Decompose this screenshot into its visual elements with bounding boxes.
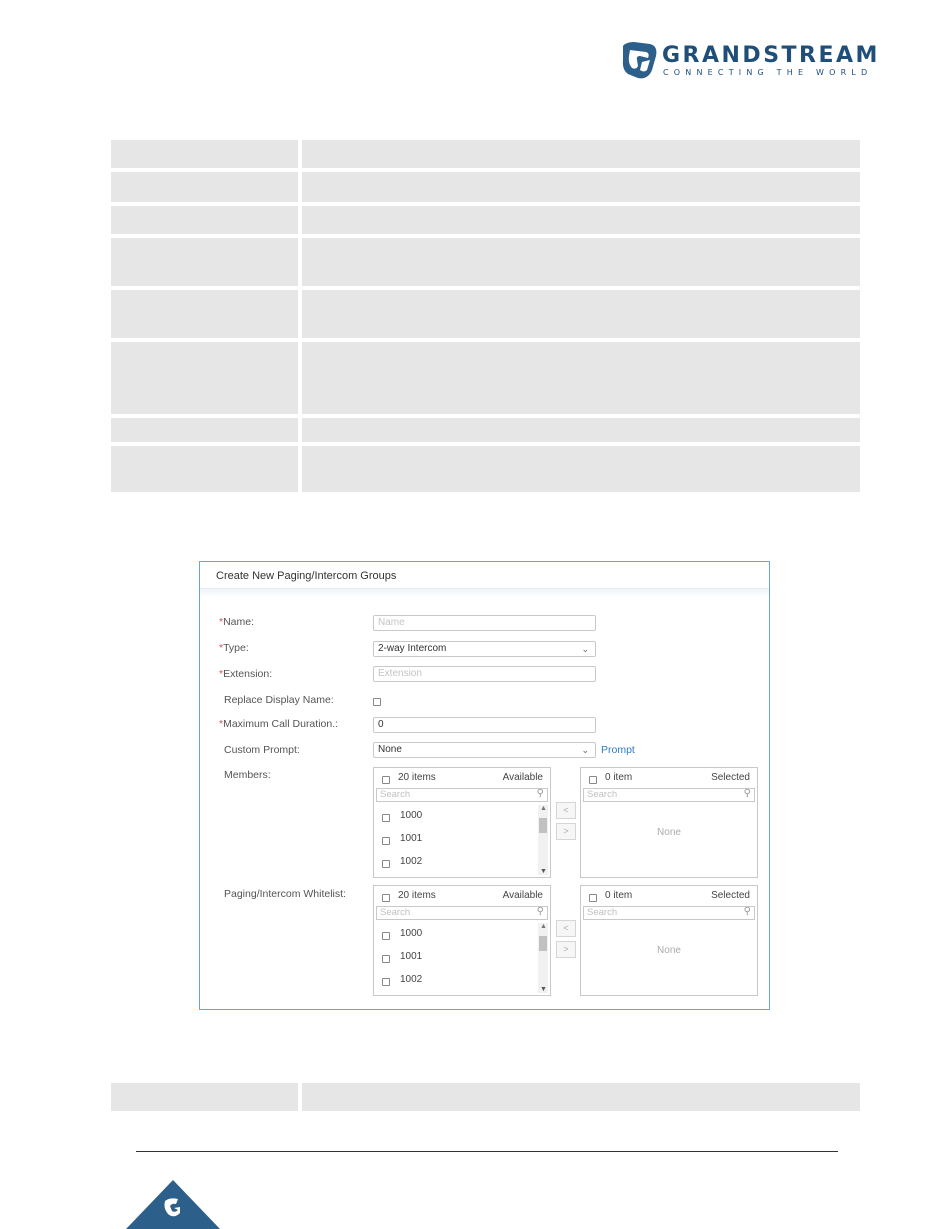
list-item[interactable]: 1000 xyxy=(374,807,537,827)
selected-title: Selected xyxy=(711,772,750,783)
list-item[interactable]: 1001 xyxy=(374,948,537,968)
chevron-down-icon: ⌄ xyxy=(581,745,589,755)
select-all-checkbox[interactable] xyxy=(589,894,597,902)
scrollbar[interactable] xyxy=(538,805,548,875)
max-call-duration-input[interactable]: 0 xyxy=(373,717,596,733)
table-row xyxy=(111,290,860,338)
move-right-button[interactable]: > xyxy=(556,823,576,840)
chevron-down-icon: ⌄ xyxy=(581,644,589,654)
select-all-checkbox[interactable] xyxy=(382,776,390,784)
table-row xyxy=(111,206,860,234)
available-count: 20 items xyxy=(398,890,436,901)
brand-name: GRANDSTREAM xyxy=(662,43,880,68)
list-item[interactable]: 1002 xyxy=(374,971,537,991)
custom-prompt-label: Custom Prompt: xyxy=(224,744,300,756)
parameter-table xyxy=(111,140,860,496)
table-row xyxy=(111,172,860,202)
available-title: Available xyxy=(502,890,543,901)
brand-tagline: CONNECTING THE WORLD xyxy=(663,68,873,77)
name-label: *Name: xyxy=(219,616,255,628)
scroll-down-icon[interactable]: ▼ xyxy=(540,868,547,875)
create-paging-intercom-dialog xyxy=(199,561,770,1010)
replace-display-name-checkbox[interactable] xyxy=(373,698,381,706)
list-item[interactable]: 1002 xyxy=(374,853,537,873)
extension-label: *Extension: xyxy=(219,668,273,680)
members-available-search[interactable]: Search ⚲ xyxy=(376,788,548,802)
search-icon: ⚲ xyxy=(536,906,544,917)
prompt-link[interactable]: Prompt xyxy=(601,744,635,756)
table-row xyxy=(111,446,860,492)
selected-count: 0 item xyxy=(605,890,633,901)
search-icon: ⚲ xyxy=(536,788,544,799)
scroll-up-icon[interactable]: ▲ xyxy=(540,805,547,812)
whitelist-available-list xyxy=(373,885,551,996)
search-icon: ⚲ xyxy=(743,906,751,917)
footer-divider xyxy=(136,1151,838,1152)
move-left-button[interactable]: < xyxy=(556,802,576,819)
select-all-checkbox[interactable] xyxy=(589,776,597,784)
max-call-duration-label: *Maximum Call Duration.: xyxy=(219,718,339,730)
table-row xyxy=(111,342,860,414)
type-label: *Type: xyxy=(219,642,249,654)
members-selected-list xyxy=(580,767,758,878)
members-label: Members: xyxy=(224,769,271,781)
list-item[interactable]: 1000 xyxy=(374,925,537,945)
empty-placeholder: None xyxy=(657,945,681,956)
list-item[interactable]: 1001 xyxy=(374,830,537,850)
table-row xyxy=(111,238,860,286)
grandstream-footer-icon xyxy=(126,1180,220,1229)
extension-input[interactable]: Extension xyxy=(373,666,596,682)
whitelist-selected-list xyxy=(580,885,758,996)
empty-placeholder: None xyxy=(657,827,681,838)
scroll-up-icon[interactable]: ▲ xyxy=(540,923,547,930)
table-row xyxy=(111,140,860,168)
scrollbar[interactable] xyxy=(538,923,548,993)
selected-title: Selected xyxy=(711,890,750,901)
whitelist-available-search[interactable]: Search ⚲ xyxy=(376,906,548,920)
parameter-table-bottom xyxy=(111,1083,860,1115)
replace-display-name-label: Replace Display Name: xyxy=(224,694,334,706)
table-row xyxy=(111,1083,860,1111)
available-count: 20 items xyxy=(398,772,436,783)
move-right-button[interactable]: > xyxy=(556,941,576,958)
scroll-down-icon[interactable]: ▼ xyxy=(540,986,547,993)
select-all-checkbox[interactable] xyxy=(382,894,390,902)
move-left-button[interactable]: < xyxy=(556,920,576,937)
grandstream-emblem-icon xyxy=(620,40,660,80)
table-row xyxy=(111,418,860,442)
available-title: Available xyxy=(502,772,543,783)
members-available-list xyxy=(373,767,551,878)
whitelist-label: Paging/Intercom Whitelist: xyxy=(224,888,346,900)
dialog-title: Create New Paging/Intercom Groups xyxy=(200,562,769,589)
search-icon: ⚲ xyxy=(743,788,751,799)
type-select[interactable]: 2-way Intercom ⌄ xyxy=(373,641,596,657)
custom-prompt-select[interactable]: None ⌄ xyxy=(373,742,596,758)
grandstream-logo xyxy=(620,40,880,84)
selected-count: 0 item xyxy=(605,772,633,783)
members-selected-search[interactable]: Search ⚲ xyxy=(583,788,755,802)
whitelist-selected-search[interactable]: Search ⚲ xyxy=(583,906,755,920)
name-input[interactable]: Name xyxy=(373,615,596,631)
